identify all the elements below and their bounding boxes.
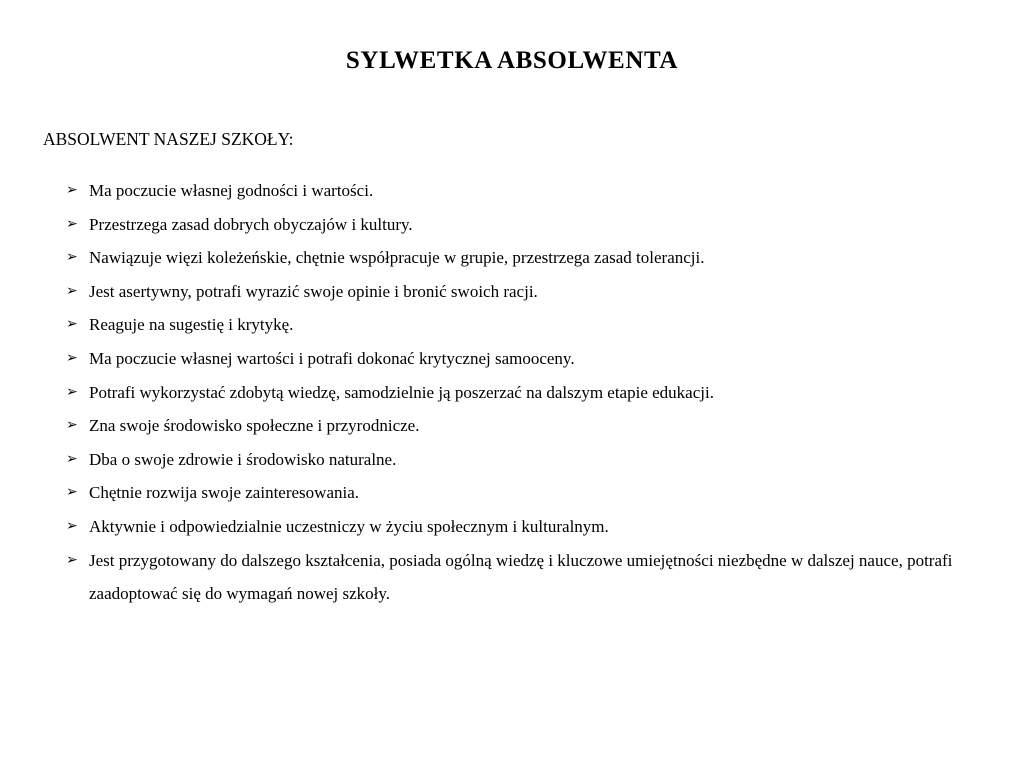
arrow-bullet-icon: ➢ <box>66 183 78 198</box>
arrow-bullet-icon: ➢ <box>66 250 78 266</box>
list-item-text: Potrafi wykorzystać zdobytą wiedzę, samodzielnie ją poszerzać na dalszym etapie edukacji. <box>89 382 714 402</box>
list-item-text: Ma poczucie własnej wartości i potrafi dokonać krytycznej samooceny. <box>89 348 575 368</box>
list-item-text: Jest asertywny, potrafi wyrazić swoje opinie i bronić swoich racji. <box>89 281 538 301</box>
list-item <box>66 241 966 275</box>
list-item <box>66 544 966 611</box>
page-title: SYLWETKA ABSOLWENTA <box>345 47 679 74</box>
graduate-qualities-list <box>66 174 966 611</box>
list-item <box>66 174 966 208</box>
arrow-bullet-icon: ➢ <box>66 283 78 299</box>
list-item <box>66 476 966 510</box>
list-item <box>66 443 966 477</box>
list-item-text: Reaguje na sugestię i krytykę. <box>89 315 294 335</box>
list-item <box>66 308 966 342</box>
list-item-text: Zna swoje środowisko społeczne i przyrodnicze. <box>89 416 420 436</box>
arrow-bullet-icon: ➢ <box>66 451 78 467</box>
arrow-bullet-icon: ➢ <box>66 485 78 501</box>
arrow-bullet-icon: ➢ <box>66 518 78 534</box>
arrow-bullet-icon: ➢ <box>66 384 78 400</box>
list-item <box>66 208 966 242</box>
list-item <box>66 510 966 544</box>
arrow-bullet-icon: ➢ <box>66 216 78 232</box>
list-item <box>66 409 966 443</box>
list-item-text: Dba o swoje zdrowie i środowisko naturalne. <box>89 449 397 469</box>
list-item <box>66 376 966 410</box>
document-page <box>0 46 1024 772</box>
list-item-text: Nawiązuje więzi koleżeńskie, chętnie współpracuje w grupie, przestrzega zasad tolerancji. <box>89 248 705 268</box>
list-item-text: Ma poczucie własnej godności i wartości. <box>89 181 374 200</box>
arrow-bullet-icon: ➢ <box>66 418 78 434</box>
list-item-text: Przestrzega zasad dobrych obyczajów i kultury. <box>89 214 413 234</box>
list-item-text: Jest przygotowany do dalszego kształcenia, posiada ogólną wiedzę i kluczowe umiejętności niezbędne w dalszej nauce, potrafi zaadoptować się do wymagań nowej szkoły. <box>89 550 953 604</box>
arrow-bullet-icon: ➢ <box>66 317 78 333</box>
arrow-bullet-icon: ➢ <box>66 552 78 568</box>
arrow-bullet-icon: ➢ <box>66 350 78 366</box>
list-item <box>66 342 966 376</box>
section-heading: ABSOLWENT NASZEJ SZKOŁY: <box>43 129 294 149</box>
list-item-text: Aktywnie i odpowiedzialnie uczestniczy w życiu społecznym i kulturalnym. <box>89 516 609 536</box>
list-item <box>66 275 966 309</box>
list-item-text: Chętnie rozwija swoje zainteresowania. <box>89 483 360 503</box>
